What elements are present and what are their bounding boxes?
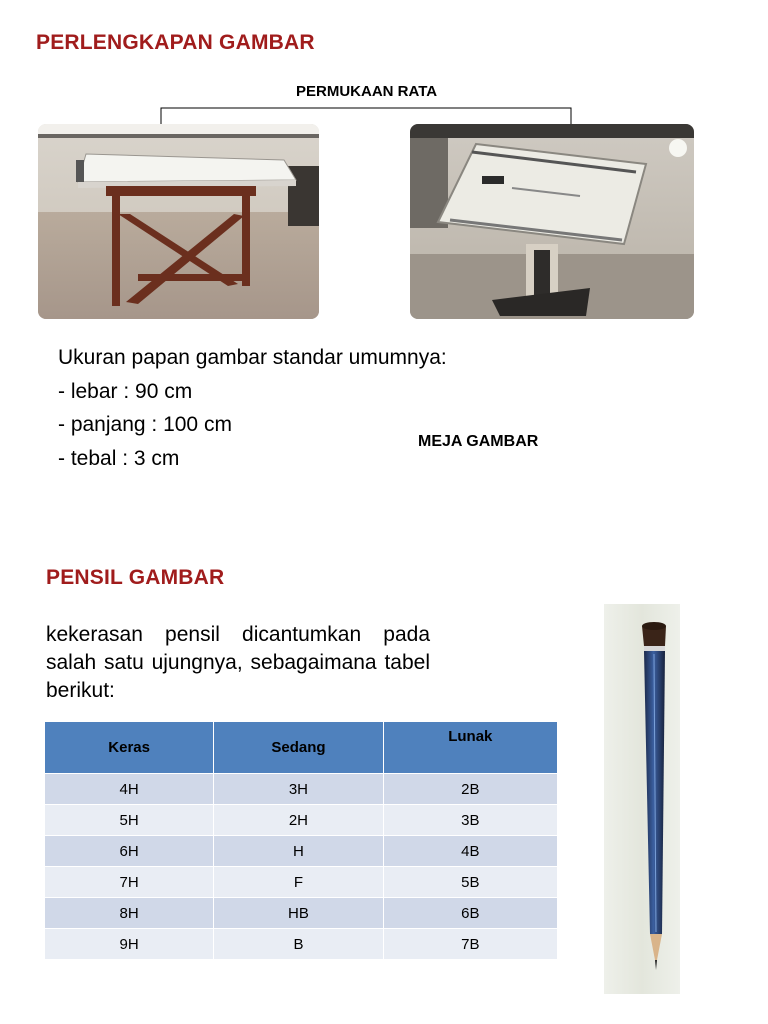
table-row [45, 898, 557, 928]
drafting-table-photo-steel [410, 124, 694, 319]
table-cell: 3H [214, 774, 382, 804]
flat-surface-label: PERMUKAAN RATA [296, 83, 438, 100]
header-hard: Keras [45, 722, 213, 773]
pencil-hardness-description: kekerasan pensil dicantumkan pada salah satu ujungnya, sebagaimana tabel berikut: [46, 623, 430, 702]
table-cell: 2B [384, 774, 557, 804]
table-row [45, 929, 557, 959]
table-cell: HB [214, 898, 382, 928]
table-row [45, 867, 557, 897]
table-cell: 3B [384, 805, 557, 835]
table-row [45, 836, 557, 866]
spec-width: - lebar : 90 cm [58, 379, 193, 403]
table-cell: 8H [45, 898, 213, 928]
header-soft: Lunak [384, 722, 557, 773]
table-cell: H [214, 836, 382, 866]
pencil-photo [604, 604, 680, 994]
table-cell: 6H [45, 836, 213, 866]
drafting-table-photo-wooden [38, 124, 319, 319]
table-row [45, 805, 557, 835]
table-header-row [45, 722, 557, 773]
table-cell: B [214, 929, 382, 959]
table-cell: 6B [384, 898, 557, 928]
table-cell: 5B [384, 867, 557, 897]
header-medium: Sedang [214, 722, 382, 773]
section-title-drawing-pencil: PENSIL GAMBAR [46, 566, 225, 589]
table-cell: 5H [45, 805, 213, 835]
table-cell: 7B [384, 929, 557, 959]
table-cell: 9H [45, 929, 213, 959]
table-cell: F [214, 867, 382, 897]
board-size-intro: Ukuran papan gambar standar umumnya: [58, 346, 447, 369]
table-cell: 4B [384, 836, 557, 866]
table-cell: 2H [214, 805, 382, 835]
spec-length: - panjang : 100 cm [58, 413, 232, 436]
table-cell: 4H [45, 774, 213, 804]
board-size-specs [58, 341, 447, 475]
table-cell: 7H [45, 867, 213, 897]
table-row [45, 774, 557, 804]
spec-thickness: - tebal : 3 cm [58, 446, 180, 470]
section-title-drawing-equipment: PERLENGKAPAN GAMBAR [36, 31, 315, 54]
pencil-hardness-table [44, 721, 558, 960]
drafting-table-label: MEJA GAMBAR [418, 433, 539, 450]
